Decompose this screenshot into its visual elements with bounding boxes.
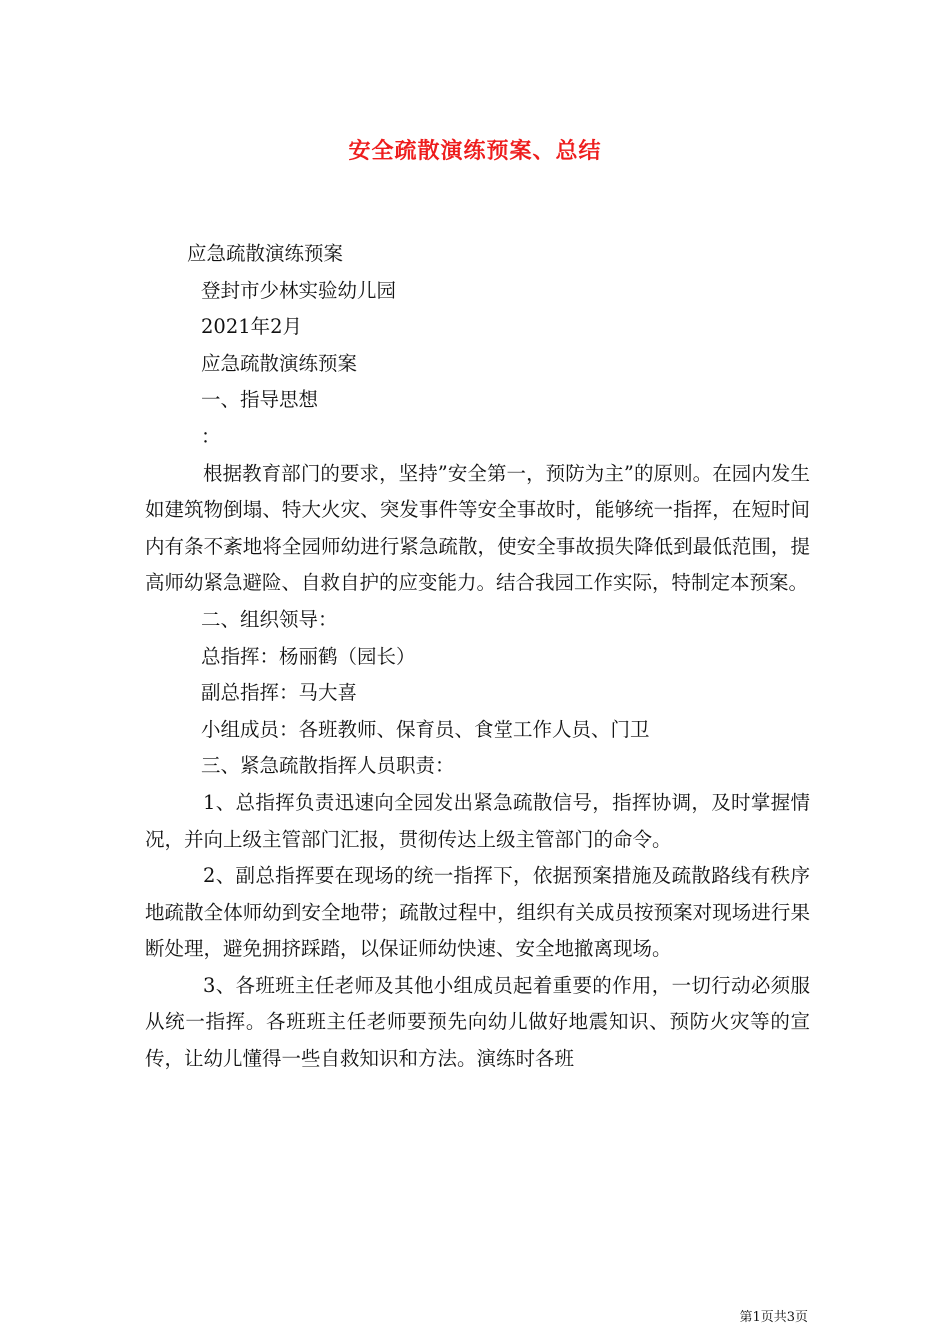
commander-line: 总指挥：杨丽鹤（园长）	[201, 644, 416, 668]
heading-repeat: 应急疏散演练预案	[201, 351, 358, 375]
document-date: 2021年2月	[201, 315, 303, 339]
duty-paragraph-2: 2、副总指挥要在现场的统一指挥下，依据预案措施及疏散路线有秩序地疏散全体师幼到安全地带；疏散过程中，组织有关成员按预案对现场进行果断处理，避免拥挤踩踏，以保证师幼快速、安全地撤离现场。	[145, 864, 810, 961]
duty-paragraph-1: 1、总指挥负责迅速向全园发出紧急疏散信号，指挥协调，及时掌握情况，并向上级主管部门汇报，贯彻传达上级主管部门的命令。	[145, 790, 810, 851]
duty-paragraph-3: 3、各班班主任老师及其他小组成员起着重要的作用，一切行动必须服从统一指挥。各班班主任老师要预先向幼儿做好地震知识、预防火灾等的宣传，让幼儿懂得一些自救知识和方法。演练时各班	[145, 973, 810, 1071]
section-heading-3: 三、紧急疏散指挥人员职责：	[201, 754, 455, 778]
org-name: 登封市少林实验幼儿园	[201, 278, 397, 302]
heading-main: 应急疏散演练预案	[187, 242, 344, 265]
colon-line: ：	[201, 424, 221, 448]
page-footer: 第1页共3页	[739, 1310, 808, 1325]
section-heading-2: 二、组织领导：	[201, 607, 338, 631]
document-title: 安全疏散演练预案、总结	[348, 138, 602, 164]
section-heading-1: 一、指导思想	[201, 388, 319, 412]
vice-commander-line: 副总指挥：马大喜	[201, 681, 358, 705]
document-body	[145, 236, 810, 1078]
paragraph-guiding-idea: 根据教育部门的要求，坚持”安全第一，预防为主”的原则。在园内发生如建筑物倒塌、特大火灾、突发事件等安全事故时，能够统一指挥，在短时间内有条不紊地将全园师幼进行紧急疏散，使安全事故损失降低到最低范围，提高师幼紧急避险、自救自护的应变能力。结合我园工作实际，特制定本预案。	[145, 461, 810, 595]
members-line: 小组成员：各班教师、保育员、食堂工作人员、门卫	[201, 717, 650, 741]
